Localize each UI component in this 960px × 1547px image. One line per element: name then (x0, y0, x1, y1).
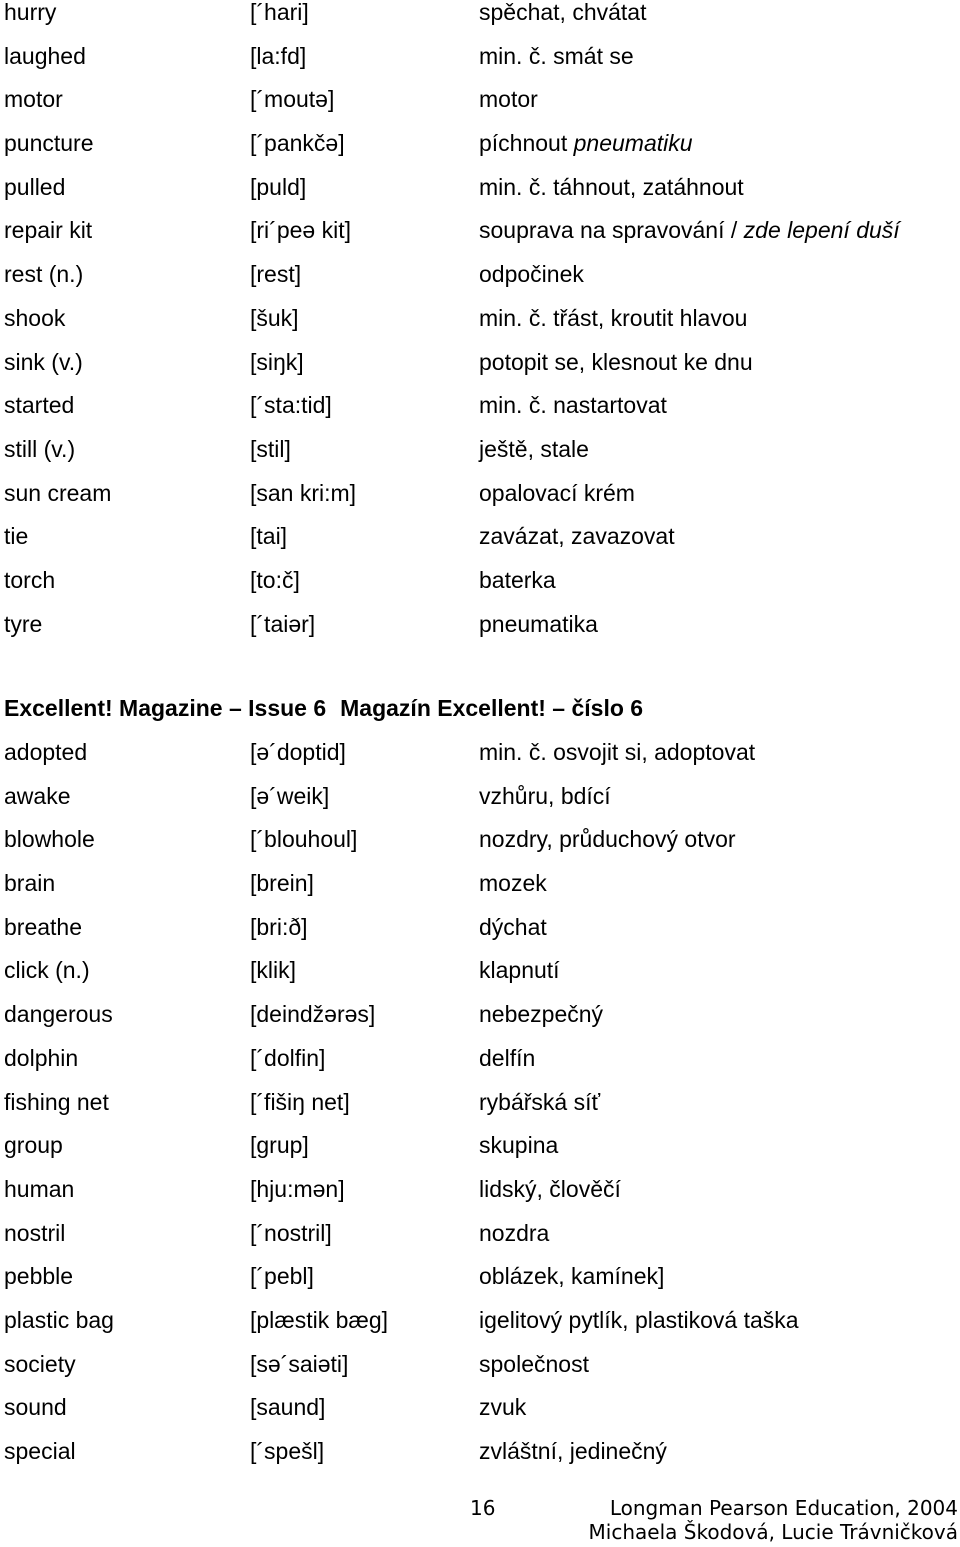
vocab-row (0, 437, 960, 481)
vocab-translation (479, 957, 560, 983)
vocabulary-list-section-1 (0, 0, 960, 655)
vocab-translation (479, 870, 547, 896)
vocab-pronunciation: [stil] (250, 435, 291, 462)
vocab-translation (479, 436, 589, 462)
vocab-row (0, 87, 960, 131)
vocab-pronunciation: [´blouhoul] (250, 826, 358, 853)
vocab-word: repair kit (4, 217, 93, 244)
vocab-translation (479, 739, 755, 765)
heading-english: Excellent! Magazine – Issue 6 (4, 695, 327, 721)
vocab-word: motor (4, 86, 63, 113)
vocab-word: puncture (4, 130, 94, 157)
vocab-translation (479, 1220, 549, 1246)
vocab-row (0, 958, 960, 1002)
vocab-pronunciation: [´hari] (250, 0, 309, 25)
vocab-row (0, 1090, 960, 1134)
vocab-row (0, 131, 960, 175)
page-number: 16 (470, 1496, 496, 1520)
heading-czech: Magazín Excellent! – číslo 6 (340, 695, 644, 721)
vocab-word: torch (4, 566, 56, 593)
translation-text: zvuk (479, 1394, 527, 1421)
vocab-pronunciation: [´taiər] (250, 610, 316, 637)
vocab-row (0, 1046, 960, 1090)
vocab-row (0, 740, 960, 784)
vocab-row (0, 44, 960, 88)
vocab-pronunciation: [rest] (250, 261, 302, 288)
translation-text: baterka (479, 566, 556, 593)
translation-text: motor (479, 86, 538, 113)
vocab-pronunciation: [´pebl] (250, 1263, 314, 1290)
vocab-row (0, 1264, 960, 1308)
page-footer (0, 1496, 960, 1546)
translation-text: klapnutí (479, 957, 560, 984)
translation-text: skupina (479, 1132, 559, 1159)
vocab-pronunciation: [puld] (250, 173, 307, 200)
vocab-translation (479, 130, 693, 156)
vocab-pronunciation: [siŋk] (250, 348, 304, 375)
vocab-word: fishing net (4, 1088, 109, 1115)
vocab-translation (479, 43, 634, 69)
vocab-translation (479, 826, 736, 852)
vocab-row (0, 1002, 960, 1046)
vocab-word: dangerous (4, 1001, 113, 1028)
vocab-pronunciation: [sə´saiəti] (250, 1350, 349, 1377)
vocab-translation (479, 1307, 799, 1333)
vocab-word: awake (4, 782, 71, 809)
translation-text: mozek (479, 870, 547, 897)
translation-text: souprava na spravování / (479, 217, 744, 244)
vocab-row (0, 827, 960, 871)
vocab-word: pebble (4, 1263, 74, 1290)
vocab-row (0, 1221, 960, 1265)
translation-text: opalovací krém (479, 479, 635, 506)
vocab-row (0, 481, 960, 525)
vocab-word: rest (n.) (4, 261, 84, 288)
vocab-pronunciation: [la:fd] (250, 42, 307, 69)
vocab-word: plastic bag (4, 1306, 114, 1333)
vocab-word: sun cream (4, 479, 112, 506)
vocab-row (0, 1308, 960, 1352)
vocab-row (0, 612, 960, 656)
vocab-translation (479, 1263, 664, 1289)
vocab-pronunciation: [klik] (250, 957, 296, 984)
translation-text: rybářská síť (479, 1088, 601, 1115)
vocab-word: still (v.) (4, 435, 76, 462)
vocab-row (0, 306, 960, 350)
vocab-word: blowhole (4, 826, 95, 853)
vocab-word: click (n.) (4, 957, 90, 984)
vocab-pronunciation: [´moutə] (250, 86, 335, 113)
vocab-translation (479, 567, 556, 593)
vocab-row (0, 568, 960, 612)
vocab-word: sink (v.) (4, 348, 83, 375)
vocab-row (0, 218, 960, 262)
translation-text: min. č. nastartovat (479, 392, 667, 419)
vocab-word: started (4, 392, 75, 419)
footer-authors: Michaela Škodová, Lucie Trávničková (588, 1520, 958, 1544)
vocab-pronunciation: [šuk] (250, 304, 299, 331)
footer-publisher: Longman Pearson Education, 2004 (609, 1496, 958, 1520)
vocab-pronunciation: [san kri:m] (250, 479, 357, 506)
translation-text: potopit se, klesnout ke dnu (479, 348, 753, 375)
vocab-word: adopted (4, 739, 88, 765)
translation-note: pneumatiku (573, 130, 693, 157)
translation-text: min. č. třást, kroutit hlavou (479, 304, 748, 331)
vocab-row (0, 393, 960, 437)
translation-text: nozdra (479, 1219, 550, 1246)
translation-text: nebezpečný (479, 1001, 604, 1028)
vocab-translation (479, 480, 635, 506)
vocab-translation (479, 914, 547, 940)
translation-text: zvláštní, jedinečný (479, 1438, 667, 1464)
translation-text: vzhůru, bdící (479, 782, 611, 809)
translation-text: odpočinek (479, 261, 584, 288)
translation-text: oblázek, kamínek] (479, 1263, 665, 1290)
vocab-pronunciation: [´sta:tid] (250, 392, 332, 419)
vocab-pronunciation: [´fišiŋ net] (250, 1088, 350, 1115)
vocab-word: group (4, 1132, 63, 1159)
vocab-pronunciation: [brein] (250, 870, 314, 897)
vocab-word: breathe (4, 913, 83, 940)
translation-text: pneumatika (479, 610, 598, 637)
vocab-translation (479, 523, 675, 549)
vocab-word: shook (4, 304, 66, 331)
vocab-row (0, 871, 960, 915)
vocab-pronunciation: [´spešl] (250, 1438, 325, 1464)
vocab-row (0, 784, 960, 828)
vocab-pronunciation: [saund] (250, 1394, 326, 1421)
vocab-pronunciation: [plæstik bæg] (250, 1306, 389, 1333)
translation-text: zavázat, zavazovat (479, 523, 675, 550)
vocab-word: society (4, 1350, 76, 1377)
vocab-pronunciation: [´dolfin] (250, 1044, 326, 1071)
vocab-translation (479, 1045, 535, 1071)
vocab-row (0, 1395, 960, 1439)
vocab-translation (479, 174, 744, 200)
vocab-translation (479, 349, 753, 375)
vocab-translation (479, 0, 647, 25)
vocab-translation (479, 1351, 589, 1377)
vocab-pronunciation: [ri´peə kit] (250, 217, 351, 244)
vocab-row (0, 0, 960, 44)
translation-text: delfín (479, 1044, 536, 1071)
translation-text: spěchat, chvátat (479, 0, 647, 25)
vocab-word: brain (4, 870, 56, 897)
vocab-row (0, 915, 960, 959)
translation-text: dýchat (479, 913, 547, 940)
vocab-translation (479, 217, 900, 243)
vocab-translation (479, 1089, 600, 1115)
translation-note: zde lepení duší (743, 217, 900, 244)
vocab-row (0, 524, 960, 568)
vocab-word: dolphin (4, 1044, 79, 1071)
vocab-word: human (4, 1175, 75, 1202)
vocab-pronunciation: [bri:ð] (250, 913, 308, 940)
vocab-translation (479, 1176, 621, 1202)
vocab-pronunciation: [to:č] (250, 566, 300, 593)
translation-text: igelitový pytlík, plastiková taška (479, 1306, 799, 1333)
vocab-translation (479, 1394, 526, 1420)
vocab-row (0, 350, 960, 394)
vocab-translation (479, 1438, 667, 1464)
vocab-word: hurry (4, 0, 57, 25)
translation-text: min. č. osvojit si, adoptovat (479, 739, 756, 765)
vocab-pronunciation: [grup] (250, 1132, 309, 1159)
vocab-translation (479, 783, 611, 809)
vocab-translation (479, 1132, 558, 1158)
vocab-row (0, 1133, 960, 1177)
vocab-row (0, 1352, 960, 1396)
vocab-word: tyre (4, 610, 43, 637)
vocab-row (0, 1177, 960, 1221)
translation-text: min. č. táhnout, zatáhnout (479, 173, 744, 200)
vocab-translation (479, 1001, 603, 1027)
vocab-word: nostril (4, 1219, 66, 1246)
vocab-translation (479, 611, 598, 637)
translation-text: ještě, stale (479, 435, 589, 462)
vocab-pronunciation: [ə´doptid] (250, 739, 346, 765)
vocab-translation (479, 86, 538, 112)
vocab-row (0, 175, 960, 219)
translation-text: lidský, člověčí (479, 1175, 621, 1202)
vocab-row (0, 1439, 960, 1483)
vocab-pronunciation: [hju:mən] (250, 1175, 345, 1202)
vocabulary-list-section-2 (0, 740, 960, 1483)
translation-text: min. č. smát se (479, 42, 634, 69)
vocab-word: tie (4, 523, 29, 550)
vocab-word: laughed (4, 42, 86, 69)
vocab-translation (479, 392, 667, 418)
vocab-row (0, 262, 960, 306)
vocab-word: special (4, 1438, 76, 1464)
section-heading (4, 695, 643, 722)
vocab-pronunciation: [ə´weik] (250, 782, 330, 809)
vocab-pronunciation: [tai] (250, 523, 288, 550)
vocab-word: sound (4, 1394, 67, 1421)
vocab-pronunciation: [´pankčə] (250, 130, 345, 157)
vocab-word: pulled (4, 173, 66, 200)
translation-text: nozdry, průduchový otvor (479, 826, 736, 853)
translation-text: píchnout (479, 130, 574, 157)
vocab-translation (479, 261, 584, 287)
vocab-pronunciation: [deindžərəs] (250, 1001, 376, 1028)
vocab-translation (479, 305, 747, 331)
translation-text: společnost (479, 1350, 589, 1377)
vocab-pronunciation: [´nostril] (250, 1219, 332, 1246)
